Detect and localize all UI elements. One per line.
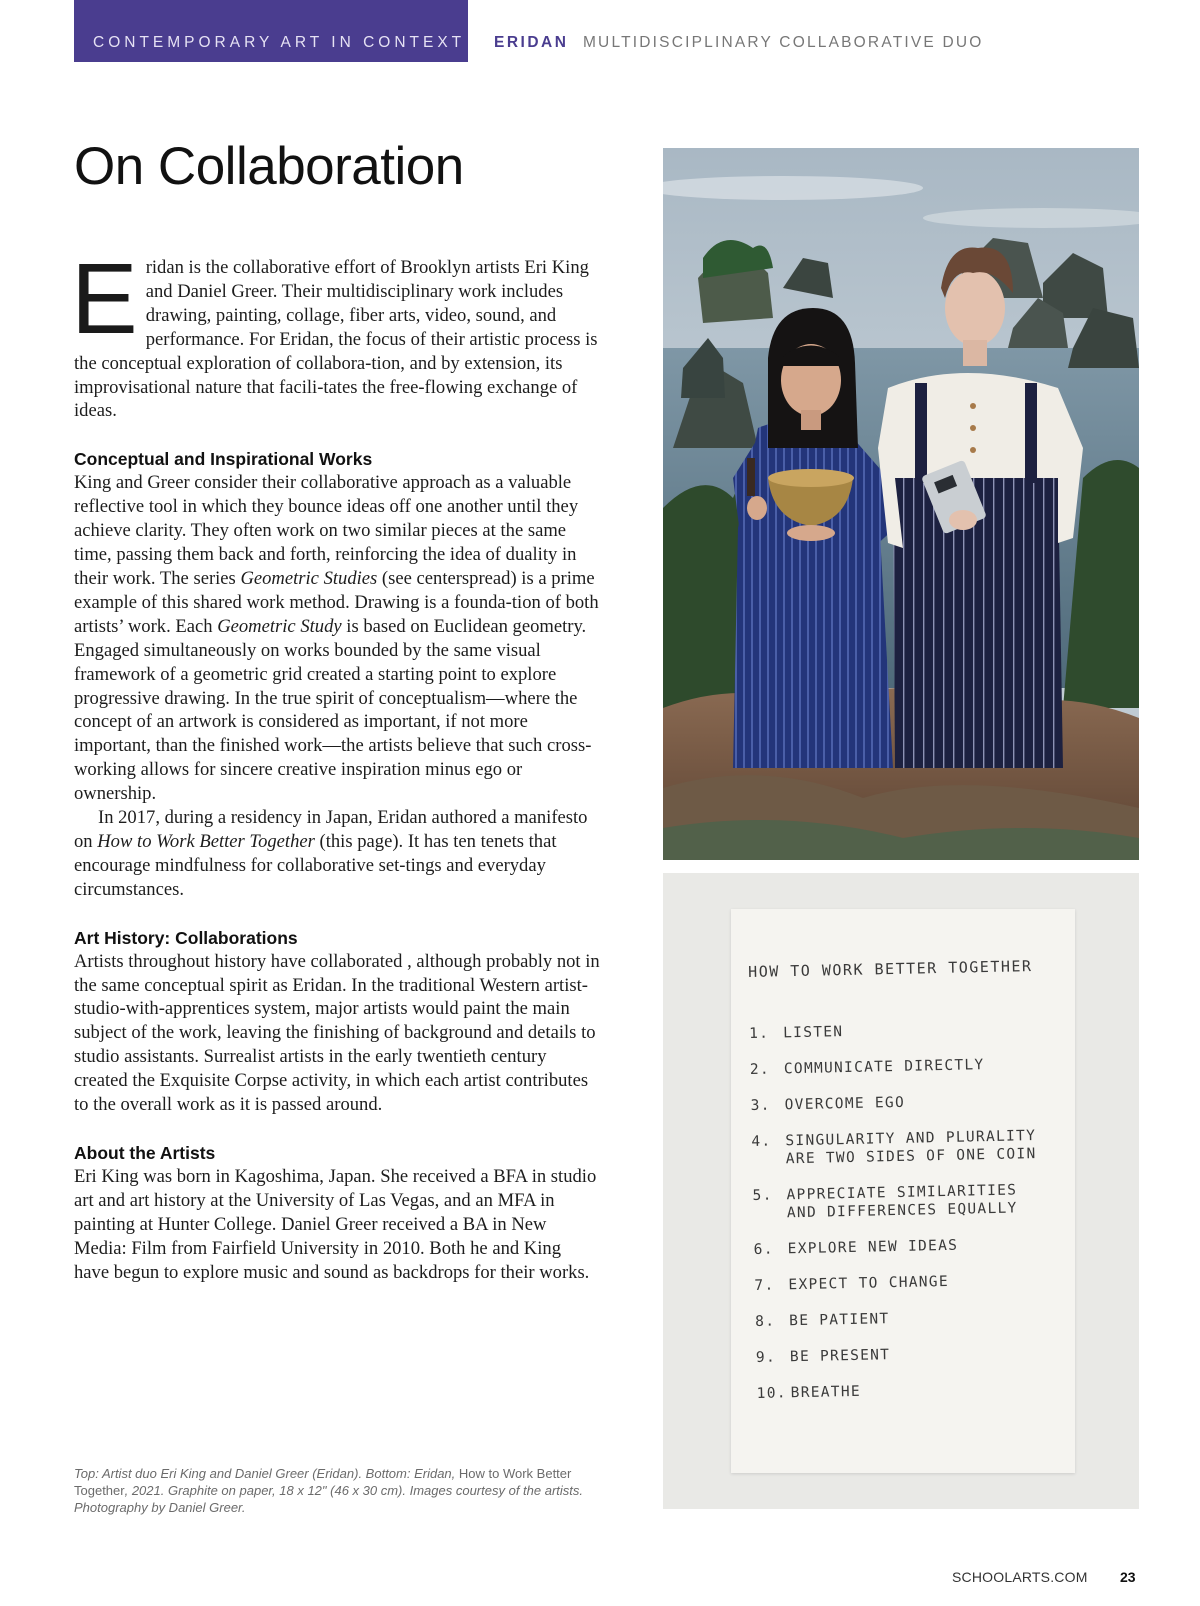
header-brand: ERIDAN: [494, 34, 569, 51]
manifesto-item: [750, 1090, 1083, 1115]
manifesto-item-number: 7.: [754, 1277, 775, 1294]
caption-work-title: How to Work Better Together: [74, 1466, 572, 1498]
section-heading-history: Art History: Collaborations: [74, 927, 298, 948]
about-paragraph: Eri King was born in Kagoshima, Japan. She received a BFA in studio art and art history at the University of Las Vegas, and an MFA in painting at Hunter College. Daniel Greer received a BA in New Media: Film from Fairfield University in 2010. Both he and King have begun to explore music and sound as backdrops for their works.: [74, 1166, 597, 1283]
manifesto-item-number: 2.: [749, 1061, 771, 1079]
manifesto-item: [756, 1378, 1089, 1403]
conceptual-text-c: is based on Euclidean geometry. Engaged simultaneously on works bounded by the same visual framework of a geometric grid created a starting point to explore progressive drawing. In the true spirit of conceptualism—where the concept of an artwork is considered as important, if not more important, than the finished work—the artists believe that such cross-working allows for sincere creative inspiration minus ego or ownership.: [74, 615, 592, 805]
manifesto-item-text: BE PRESENT: [789, 1347, 891, 1366]
section-label: CONTEMPORARY ART IN CONTEXT: [93, 34, 466, 51]
manifesto-item-text: BREATHE: [790, 1383, 862, 1402]
history-paragraph: Artists throughout history have collaborated , although probably not in the same conceptual spirit as Eridan. In the traditional Western artist-studio-with-apprentices system, major artists would paint the main subject of the work, leaving the finishing of background and details to studio assistants. Surrealist artists in the early twentieth century created the Exquisite Corpse activity, in which each artist contributes to the overall work as it is passed around.: [74, 950, 600, 1116]
portrait-illustration: [663, 148, 1139, 860]
manifesto-item: [755, 1342, 1088, 1367]
manifesto-item: [753, 1234, 1086, 1259]
manifesto-item-text: LISTEN: [783, 1024, 844, 1042]
header-band: [74, 0, 468, 62]
section-heading-about: About the Artists: [74, 1143, 216, 1163]
conceptual-text-b: (see centerspread) is a prime example of this shared work method. Drawing is a founda-tion of both artists’ work. Each: [74, 567, 599, 637]
manifesto-list: [751, 1018, 1089, 1421]
manifesto-item-number: 3.: [750, 1097, 771, 1115]
caption-text-a: Top: Artist duo Eri King and Daniel Greer (Eridan). Bottom: Eridan,: [74, 1466, 459, 1481]
header-article-label: [494, 34, 984, 52]
footer-website: SCHOOLARTS.COM: [952, 1569, 1088, 1585]
manifesto-item-text: COMMUNICATE DIRECTLY: [783, 1057, 985, 1078]
manifesto-item: [757, 1306, 1087, 1331]
manifesto-item-text: EXPLORE NEW IDEAS: [787, 1237, 959, 1258]
drop-cap: E: [71, 243, 138, 355]
manifesto-item-number: 6.: [753, 1241, 774, 1258]
work-title-geometric-studies: Geometric Studies: [240, 567, 378, 589]
manifesto-item-text: EXPECT TO CHANGE: [788, 1273, 950, 1294]
manifesto-item: [749, 1054, 1082, 1079]
manifesto-item-number: 9.: [755, 1349, 777, 1366]
manifesto-item-number: 1.: [749, 1025, 770, 1043]
manifesto-item: [753, 1126, 1084, 1169]
intro-paragraph: [71, 243, 600, 423]
conceptual-paragraph-1: [74, 471, 600, 806]
page-number: 23: [1120, 1569, 1136, 1585]
manifesto-artwork-photo: [663, 873, 1139, 1509]
conceptual-text-a: King and Greer consider their collaborative approach as a valuable reflective tool in which they bounce ideas off one another until they achieve clarity. They often work on two similar pieces at the same time, passing them back and forth, reinforcing the idea of duality in their work. The series: [74, 472, 579, 589]
manifesto-item-text: BE PATIENT: [789, 1311, 890, 1330]
artist-portrait-photo: [663, 148, 1139, 860]
manifesto-item-number: 10.: [756, 1385, 787, 1402]
manifesto-item-number: 4.: [751, 1133, 772, 1151]
manifesto-text-b: (this page). It has ten tenets that encourage mindfulness for collaborative set-tings and everyday circumstances.: [74, 830, 557, 900]
manifesto-title: HOW TO WORK BETTER TOGETHER: [748, 957, 1033, 981]
section-heading-conceptual: Conceptual and Inspirational Works: [74, 449, 373, 470]
intro-text: ridan is the collaborative effort of Brooklyn artists Eri King and Daniel Greer. Their multidisciplinary work includes drawing, painting, collage, fiber arts, video, sound, and performance. For Eridan, the focus of their artistic process is the conceptual exploration of collabora-tion, and by extension, its improvisational nature that facili-tates the free-flowing exchange of ideas.: [74, 257, 598, 422]
caption-text-b: , 2021. Graphite on paper, 18 x 12" (46 x 30 cm). Images courtesy of the artists. Photography by Daniel Greer.: [74, 1483, 584, 1515]
article-title: On Collaboration: [74, 137, 464, 196]
manifesto-item-text: SINGULARITY AND PLURALITY ARE TWO SIDES OF ONE COIN: [785, 1128, 1037, 1168]
manifesto-item-text: OVERCOME EGO: [784, 1094, 906, 1114]
manifesto-item-number: 5.: [752, 1187, 773, 1205]
manifesto-text-a: In 2017, during a residency in Japan, Eridan authored a manifesto on: [74, 807, 588, 852]
conceptual-paragraph-2: [74, 806, 600, 902]
manifesto-item-text: APPRECIATE SIMILARITIES AND DIFFERENCES EQUALLY: [786, 1182, 1018, 1222]
manifesto-item: [756, 1270, 1086, 1295]
manifesto-item: [754, 1180, 1085, 1223]
manifesto-item-number: 8.: [755, 1313, 776, 1330]
work-title-geometric-study: Geometric Study: [217, 615, 342, 637]
article-body: [71, 243, 600, 1285]
header-subtitle: MULTIDISCIPLINARY COLLABORATIVE DUO: [582, 34, 984, 51]
image-caption: [74, 1465, 584, 1516]
work-title-manifesto: How to Work Better Together: [97, 830, 315, 852]
